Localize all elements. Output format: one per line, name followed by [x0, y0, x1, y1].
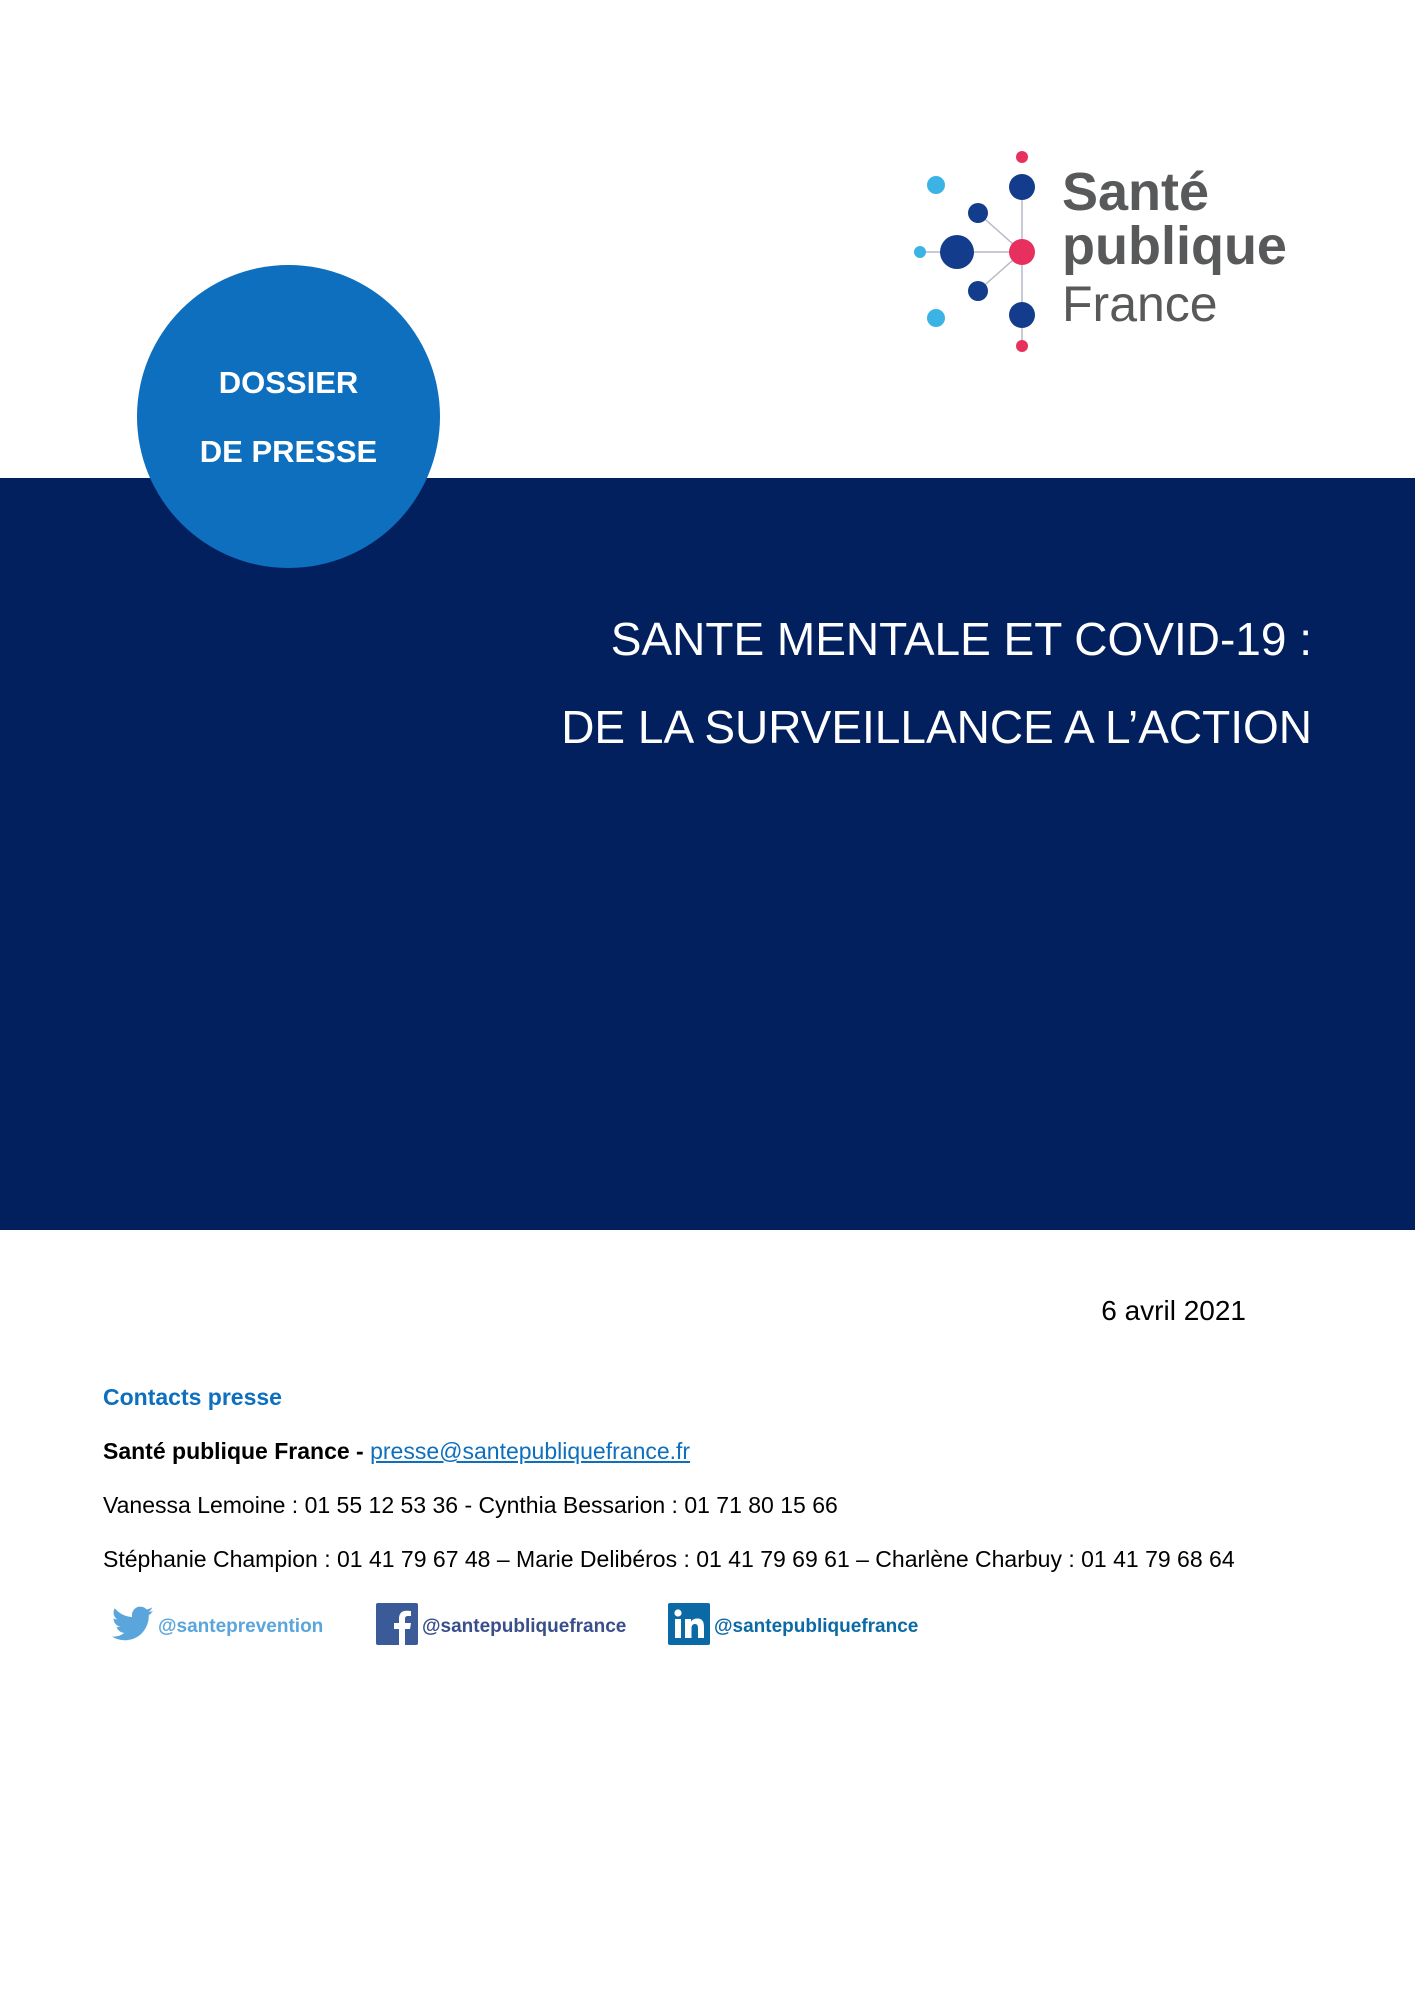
contact-line-2: Stéphanie Champion : 01 41 79 67 48 – Marie Delibéros : 01 41 79 69 61 – Charlène Charbuy : 01 41 79 68 64	[103, 1546, 1235, 1572]
logo-wordmark	[1062, 162, 1287, 332]
logo-line-3: France	[1062, 276, 1218, 332]
facebook-icon	[376, 1603, 418, 1651]
publication-date: 6 avril 2021	[1101, 1295, 1246, 1326]
logo-line-1: Santé	[1062, 162, 1210, 222]
logo-line-2: publique	[1062, 216, 1287, 276]
twitter-handle: @santeprevention	[158, 1616, 324, 1637]
linkedin-link[interactable]	[668, 1604, 918, 1650]
document-title	[561, 595, 1312, 771]
badge-line-2: DE PRESSE	[199, 433, 378, 469]
linkedin-icon	[668, 1603, 710, 1651]
twitter-link[interactable]	[112, 1604, 323, 1650]
press-email-link[interactable]: presse@santepubliquefrance.fr	[370, 1438, 691, 1464]
spf-molecule-logo-icon	[912, 145, 1052, 360]
twitter-icon	[112, 1606, 154, 1648]
contact-separator: -	[349, 1438, 371, 1464]
press-kit-badge	[137, 265, 440, 568]
title-line-2: DE LA SURVEILLANCE A L’ACTION	[561, 701, 1312, 753]
badge-line-1: DOSSIER	[218, 364, 359, 400]
title-line-1: SANTE MENTALE ET COVID-19 :	[610, 613, 1312, 665]
contact-line-1: Vanessa Lemoine : 01 55 12 53 36 - Cynthia Bessarion : 01 71 80 15 66	[103, 1492, 838, 1518]
linkedin-handle: @santepubliquefrance	[714, 1616, 919, 1637]
contact-org: Santé publique France	[103, 1438, 350, 1464]
contact-org-row	[103, 1438, 1235, 1492]
contacts-heading: Contacts presse	[103, 1384, 282, 1410]
press-contacts	[103, 1384, 1235, 1600]
sante-publique-france-logo	[912, 145, 1292, 360]
facebook-link[interactable]	[376, 1604, 626, 1650]
title-banner	[0, 478, 1415, 1230]
facebook-handle: @santepubliquefrance	[422, 1616, 627, 1637]
